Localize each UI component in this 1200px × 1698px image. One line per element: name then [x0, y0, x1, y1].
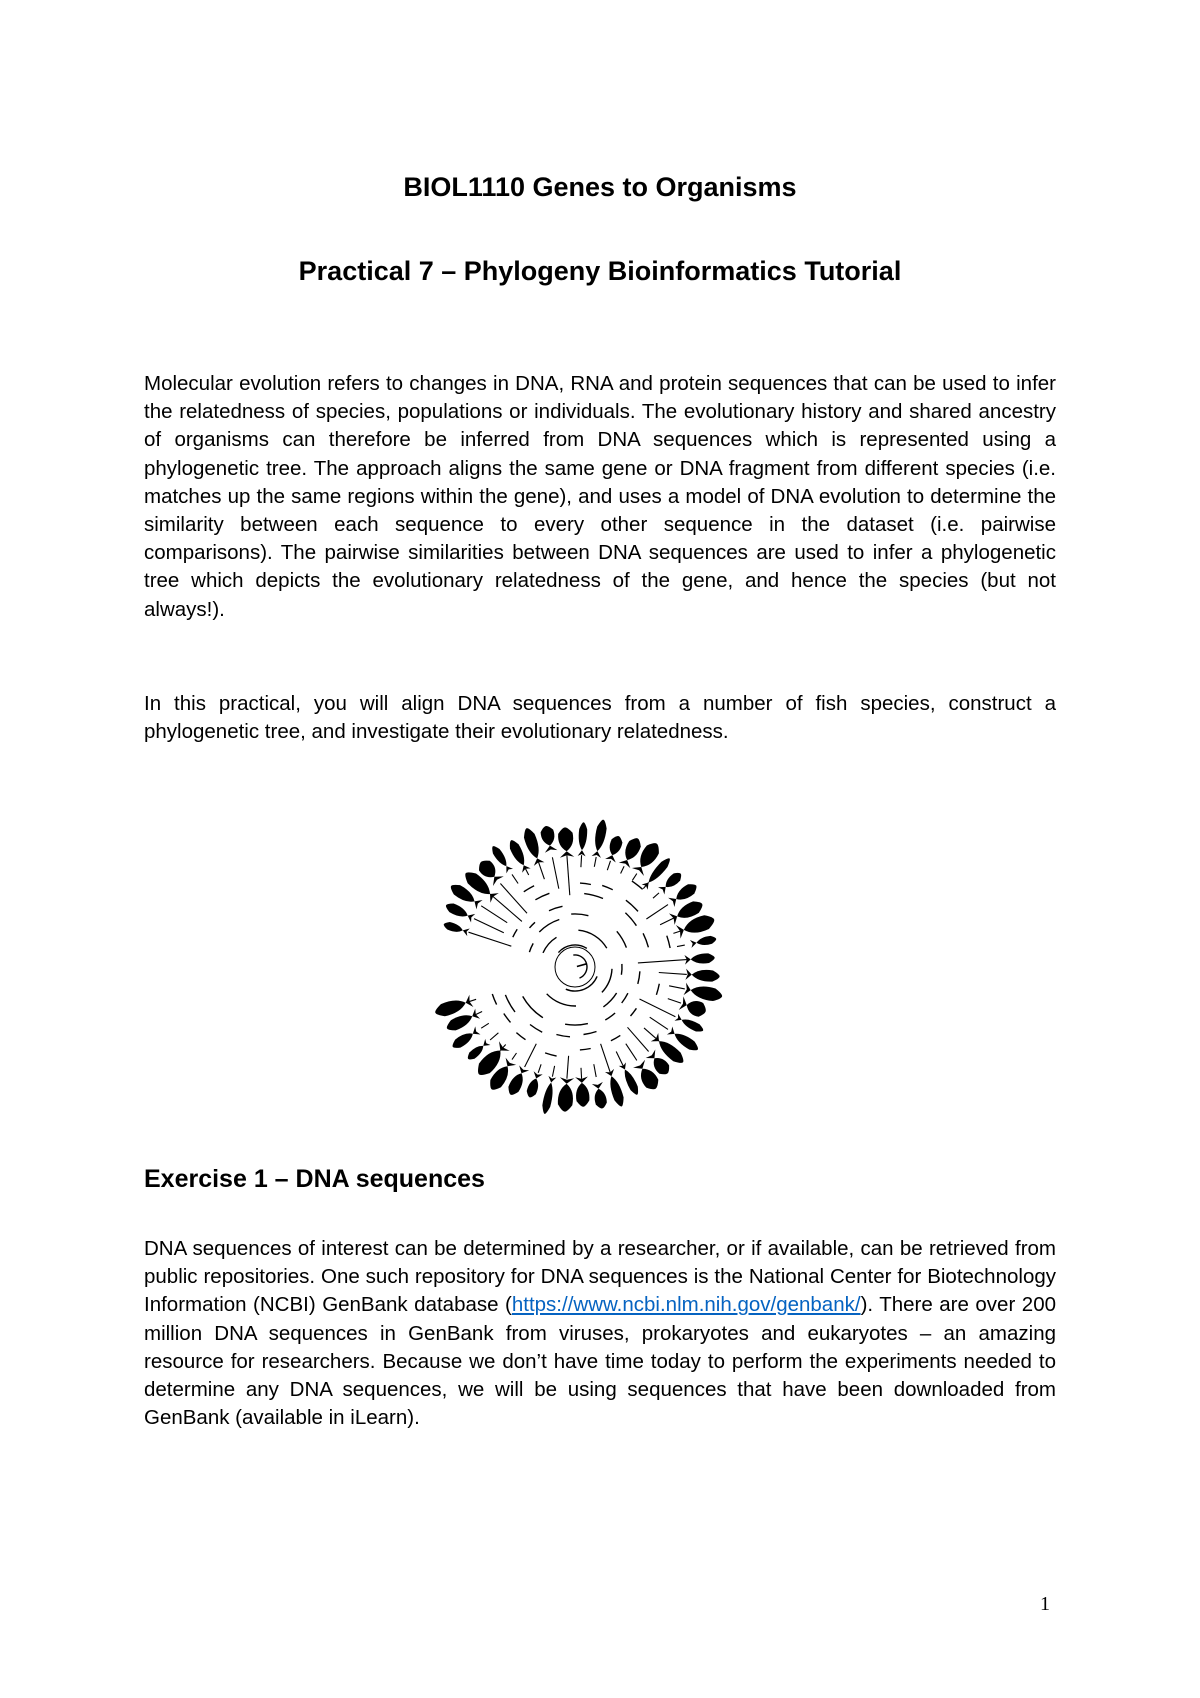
fish-silhouette-icon [557, 827, 574, 858]
fish-silhouette-icon [690, 935, 717, 948]
genbank-link[interactable]: https://www.ncbi.nlm.nih.gov/genbank/ [511, 1293, 861, 1317]
fish-silhouette-icon [557, 1077, 574, 1112]
fish-silhouette-icon [539, 825, 557, 853]
fish-silhouette-icon [505, 1065, 529, 1097]
exercise-1-text-before-link: DNA sequences of interest can be determined by a researcher, or if available, can be retrieved from public repositories. One such repository for DNA sequences is the National Center for Biotechnology Information (NCBI) GenBank database ( [144, 1237, 1056, 1317]
fish-silhouette-icon [591, 819, 608, 858]
exercise-1-paragraph [144, 1235, 1056, 1432]
intro-paragraph: Molecular evolution refers to changes in DNA, RNA and protein sequences that can be used to infer the relatedness of species, populations or individuals. The evolutionary history and shared ancestry of organisms can therefore be inferred from DNA sequences which is represented using a phylogenetic tree. The approach aligns the same gene or DNA fragment from different species (i.e. matches up the same regions within the gene), and uses a model of DNA evolution to determine the similarity between each sequence to every other sequence in the dataset (i.e. pairwise comparisons). The pairwise similarities between DNA sequences are used to infer a phylogenetic tree which depicts the evolutionary relatedness of the gene, and hence the species (but not always!). [144, 372, 1056, 621]
fish-silhouette-icon [443, 920, 470, 936]
exercise-1-heading: Exercise 1 – DNA sequences [144, 1165, 485, 1193]
fish-silhouette-icon [605, 1069, 627, 1108]
fish-silhouette-icon [619, 835, 644, 868]
exercise-1-text-after-link: ). There are over 200 million DNA sequences in GenBank from viruses, prokaryotes and eukaryotes – an amazing resource for researchers. Because we don’t have time today to perform the experiments needed to determine any DNA sequences, we will be using sequences that have been downloaded from GenBank (available in iLearn). [144, 1293, 1056, 1430]
fish-silhouette-icon [592, 1082, 608, 1110]
fish-silhouette-icon [525, 1071, 543, 1099]
practical-paragraph: In this practical, you will align DNA sequences from a number of fish species, construct a phylogenetic tree, and investigate their evolutionary relatedness. [144, 692, 1056, 744]
phylogenetic-tree-figure [410, 815, 740, 1130]
fish-tree-icon [410, 815, 740, 1130]
fish-silhouette-icon [541, 1076, 557, 1115]
fish-silhouette-icon [684, 982, 724, 1003]
fish-silhouette-icon [577, 822, 587, 856]
fish-silhouette-icon [674, 1013, 705, 1034]
fish-silhouette-icon [684, 953, 715, 965]
fish-silhouette-icon [575, 1076, 590, 1107]
fish-silhouette-icon [605, 834, 624, 862]
course-title: BIOL1110 Genes to Organisms [403, 172, 797, 202]
fish-silhouette-icon [679, 996, 708, 1019]
page-number: 1 [1040, 1593, 1050, 1615]
fish-silhouette-icon [444, 901, 475, 923]
fish-silhouette-icon [685, 968, 720, 982]
practical-title: Practical 7 – Phylogeny Bioinformatics Tutorial [298, 256, 902, 286]
